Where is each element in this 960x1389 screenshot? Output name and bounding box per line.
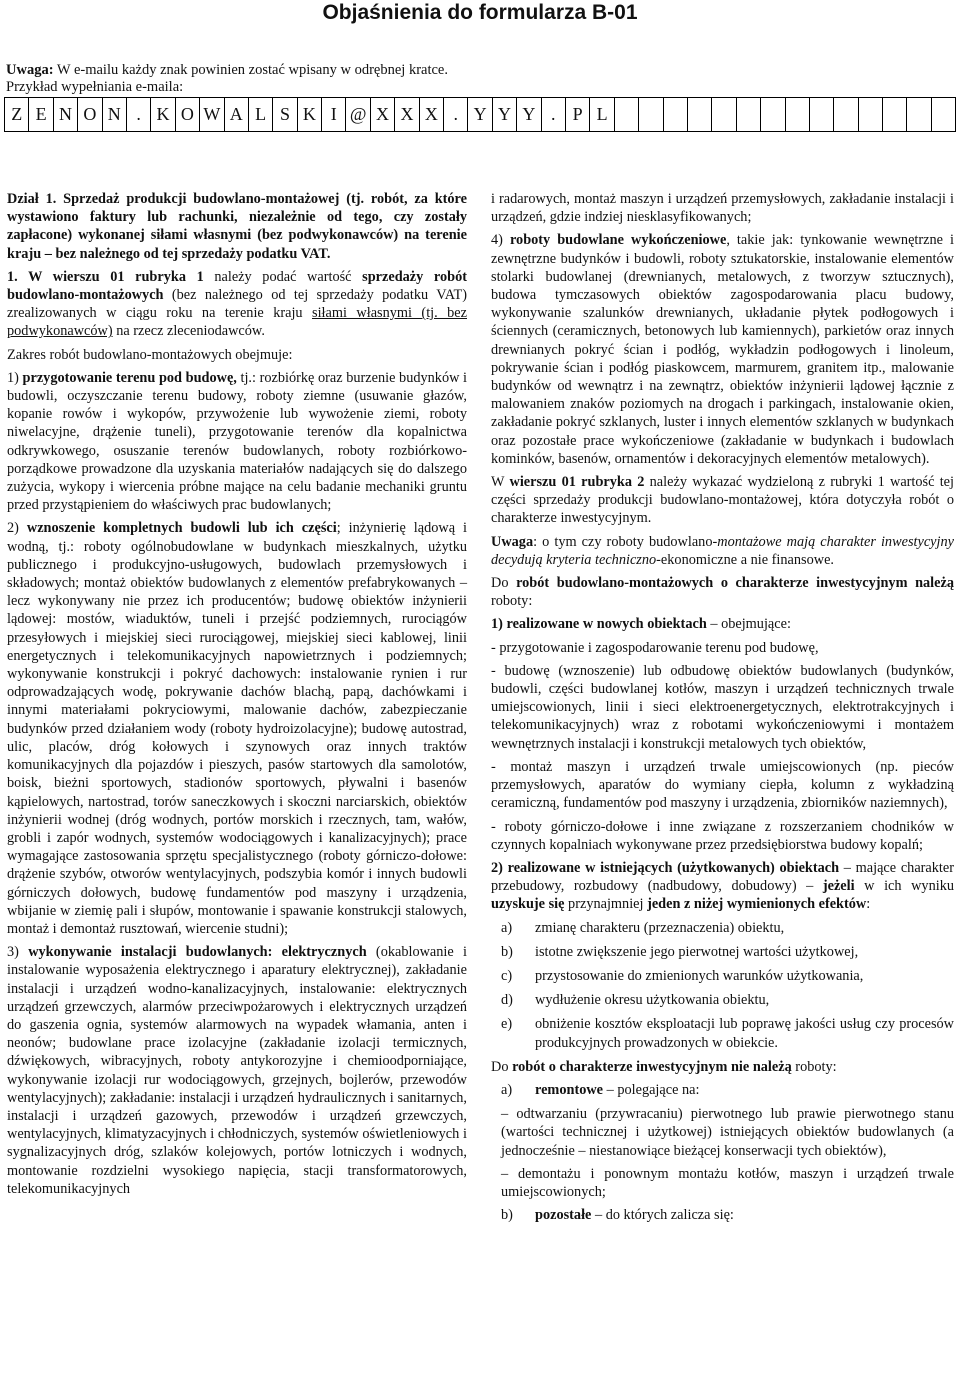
email-char-box: W: [200, 98, 224, 131]
email-char-box: [712, 98, 736, 131]
effect-item: [501, 991, 954, 1009]
item-3-continuation: i radarowych, montaż maszyn i urządzeń przemysłowych, zakładanie instalacji i urządzeń, gdzie indziej niesklasyfikowanych;: [491, 191, 954, 226]
text-run: jeżeli: [822, 878, 855, 895]
email-char-box: @: [346, 98, 370, 131]
note-paragraph: [491, 533, 954, 569]
text-run: siłami własnymi (tj. bez podwykonawców): [7, 305, 467, 340]
text-run: robót o charakterze inwestycyjnym nie należą: [512, 1058, 792, 1075]
item-text: , takie jak: tynkowanie wewnętrzne i zewnętrzne budynków i budowli, roboty sztukatorskie, instalowanie elementów stolarki budowlanej (drewnianych, metalowych, z tworzyw sztucznych), budowa tymczasowych obiektów zagospodarowania placu budowy, wykonywanie szalunków drewnianych, układanie płytek podłogowych i ściennych (ceramicznych, betonowych lub kamiennych), parkietów oraz innych drewnianych pokryć ścian i podłóg, wykładzin podłogowych i linoleum, pokrywanie ścian i podłóg piaskowcem, marmurem, granitem itp., malowanie budynków od wewnątrz i na zewnątrz, obiektów inżynierii lądowej łącznie z malowaniem znaków poziomych na drogach i parkingach, instalowanie okien, zakładanie pokryć szklanych, luster i innych elementów szklanych w budynkach oraz pozostałe prace wykończeniowe (zakładanie w budynkach i budowlach kominków, basenów, ornamentów i dekoracyjnych elementów metalowych).: [491, 232, 955, 467]
email-char-box: [737, 98, 761, 131]
scope-item-1: [7, 369, 467, 515]
email-char-box: N: [54, 98, 78, 131]
text-run: ekonomiczne a nie finansowe.: [660, 551, 835, 568]
email-char-box: O: [78, 98, 102, 131]
text-run: w ich wyniku: [854, 878, 954, 895]
effect-text: obniżenie kosztów eksploatacji lub poprawę jakości usług czy procesów produkcyjnych prowadzonych w obiekcie.: [535, 1016, 954, 1051]
item-heading: wznoszenie kompletnych budowli lub ich części: [26, 520, 337, 537]
text-run: – polegające na:: [603, 1081, 700, 1098]
email-char-box: X: [371, 98, 395, 131]
investment-works-heading: [491, 574, 954, 610]
list-marker: b): [501, 943, 513, 960]
effects-list: [491, 919, 954, 1052]
text-run: :: [866, 896, 871, 913]
list-item: - budowę (wznoszenie) lub odbudowę obiektów budowlanych (budynków, budowli, części budowlanej kotłów, maszyn i urządzeń technicznych trwale umiejscowionych, linii i sieci elektroenergetycznych, elektrotrakcyjnych i telekomunikacyjnych) wraz z robotami wykończeniowymi i montażem wewnętrznych instalacji i konstrukcji metalowych tych obiektów,: [491, 662, 954, 752]
email-char-box: [639, 98, 663, 131]
text-run: Do: [491, 575, 517, 592]
row01-col2-paragraph: [491, 473, 954, 528]
list-marker: c): [501, 967, 513, 984]
text-run: należy podać wartość: [203, 268, 363, 285]
email-char-box: Y: [493, 98, 517, 131]
new-objects-heading: [491, 615, 954, 633]
list-item: [501, 1206, 954, 1224]
email-char-box: .: [444, 98, 468, 131]
item-text: tj.: rozbiórkę oraz burzenie budynków i budowli, oczyszczanie terenu budowy, roboty ziemne (usuwanie głazów, kopanie rowów i wykopów, przywożenie lub wywożenie ziemi, roboty niwelacyjne, drążenie tuneli), przygotowanie terenów dla kopalnictwa odkrywkowego, osuszanie terenów budowlanych, roboty rozbiórkowo-porządkowe prowadzone dla uzyskania materiałów nadających się do dalszego zużycia, wykopy i wiercenia próbne mające na celu badanie mechaniki gruntu przed przystąpieniem do właściwych prac budowlanych;: [7, 369, 468, 514]
list-marker: d): [501, 992, 513, 1009]
text-run: jeden z niżej wymienionych efektów: [647, 896, 867, 913]
text-run: należy wykazać wydzieloną z rubryki 1 wartość tej części sprzedaży produkcji budowlano-montażowej, która dotyczyła robót o charakterze inwestycyjnym.: [491, 474, 955, 527]
text-run: uzyskuje się: [491, 896, 565, 913]
text-run: – obejmujące:: [706, 616, 791, 633]
email-char-box: Z: [5, 98, 29, 131]
effect-text: wydłużenie okresu użytkowania obiektu,: [535, 992, 770, 1009]
list-item: - montaż maszyn i urządzeń trwale umiejscowionych (np. pieców przemysłowych, aparatów do wymiany ciepła, kolumn z wykładziną ceramiczną, fundamentów pod maszyny i urządzenia, zbiorników naziemnych),: [491, 758, 954, 812]
section-title: Dział 1. Sprzedaż produkcji budowlano-montażowej (tj. robót, za które wystawiono faktury lub rachunki, niezależnie od tego, czy zostały zapłacone) wykonanej siłami własnymi (bez podwykonawców) na terenie kraju – bez należnego od tej sprzedaży podatku VAT.: [7, 191, 467, 262]
existing-objects-paragraph: [491, 859, 954, 914]
item-heading: roboty budowlane wykończeniowe: [509, 232, 727, 249]
row-ref: 1. W wierszu 01 rubryka 1: [7, 268, 204, 285]
item-number: 4): [491, 232, 510, 249]
list-marker: e): [501, 1016, 513, 1033]
email-char-box: [834, 98, 858, 131]
left-column: [7, 190, 467, 1203]
text-run: 2) realizowane w istniejących (użytkowanych) obiektach: [491, 859, 840, 876]
effect-text: istotne zwiększenie jego pierwotnej wartości użytkowej,: [535, 943, 859, 960]
email-char-box: .: [542, 98, 566, 131]
effect-item: [501, 967, 954, 985]
email-char-box: K: [298, 98, 322, 131]
scope-item-4: [491, 231, 954, 468]
email-char-box: [664, 98, 688, 131]
text-run: 1) realizowane w nowych obiektach: [491, 616, 707, 633]
text-run: na rzecz zleceniodawców.: [112, 323, 265, 340]
scope-item-2: [7, 519, 467, 938]
email-char-box: I: [322, 98, 346, 131]
note-text: W e-mailu każdy znak powinien zostać wpisany w odrębnej kratce.: [53, 62, 448, 78]
email-char-box: [883, 98, 907, 131]
email-char-box: E: [29, 98, 53, 131]
list-marker: a): [501, 1081, 513, 1098]
text-run: – do których zalicza się:: [591, 1207, 734, 1224]
item-heading: wykonywanie instalacji budowlanych: elektrycznych: [28, 944, 367, 961]
email-char-box: Y: [468, 98, 492, 131]
email-char-box: X: [395, 98, 419, 131]
email-char-box: A: [225, 98, 249, 131]
list-marker: b): [501, 1207, 513, 1224]
non-investment-heading: [491, 1058, 954, 1076]
email-char-box: Y: [517, 98, 541, 131]
email-char-box: L: [249, 98, 273, 131]
list-item: [501, 1081, 954, 1099]
list-item: - roboty górniczo-dołowe i inne związane z rozszerzaniem chodników w czynnych kopalniach wykonywane przez przedsiębiorstwa budowy kopalń;: [491, 818, 954, 853]
row01-col1-paragraph: [7, 268, 467, 341]
effect-text: przystosowanie do zmienionych warunków użytkowania,: [535, 967, 864, 984]
text-run: robót budowlano-montażowych o charakterze inwestycyjnym należą: [516, 575, 954, 592]
email-char-box: [688, 98, 712, 131]
note-label: Uwaga:: [6, 62, 54, 78]
note-label: Uwaga: [491, 533, 534, 550]
item-text: ; inżynierię lądową i wodną, tj.: roboty ogólnobudowlane w budynkach mieszkalnych, użytku publicznego i produkcyjno-usługowych, budowlach przemysłowych i składowych; montaż obiektów budowlanych z elementów prefabrykowanych – lecz wykonywany nie przez ich producentów; budowę obiektów inżynierii lądowej: mostów, wiaduktów, tuneli i przejść podziemnych, rurociągów przesyłowych i miejskiej sieci rurociągowej, miejskiej sieci kablowej, linii energetycznych i telekomunikacyjnych napowietrznych i podziemnych; wykonywanie konstrukcji i pokryć dachowych: instalowanie rynien i rur odprowadzających wodę, pokrywanie dachów blachą, papą, dachówkami i innymi materiałami pokryciowymi, malowanie dachów, zabezpieczanie budynków przed działaniem wody (roboty hydroizolacyjne); budowę autostrad, ulic, placów, dróg kołowych i szynowych oraz innych traktów komunikacyjnych dla pojazdów i pieszych, pasów startowych dla samolotów, boisk, bieżni sportowych, stadionów sportowych, pływalni i basenów kąpielowych, nartostrad, torów saneczkowych i skoczni narciarskich, obiektów inżynierii wodnej (dróg wodnych, portów morskich i rzecznych, tam, wałów, grobli i zapór wodnych, systemów wodociągowych i kanalizacyjnych); prace wymagające zastosowania sprzętu specjalistycznego (roboty górniczo-dołowe: drążenie szybów, otworów wentylacyjnych, podszybia komór i innych budowli górniczych dołowych, budowę fundamentów pod maszyny i urządzenia, wbijanie w ziemię pali i słupów, montowanie i spawanie konstrukcji stalowych, montaż i demontaż rusztowań, wiercenie studni);: [7, 520, 467, 937]
item-heading: przygotowanie terenu pod budowę,: [22, 369, 237, 386]
list-item: – demontażu i ponownym montażu kotłów, maszyn i urządzeń trwale umiejscowionych;: [501, 1165, 954, 1200]
text-run: : o tym czy roboty budowlano-: [533, 533, 718, 550]
effect-item: [501, 943, 954, 961]
text-run: Do: [491, 1058, 513, 1075]
email-char-box: N: [103, 98, 127, 131]
email-char-box: S: [273, 98, 297, 131]
email-char-box: X: [420, 98, 444, 131]
text-run: roboty:: [791, 1058, 837, 1075]
effect-item: [501, 1015, 954, 1051]
email-char-box: [907, 98, 931, 131]
email-char-box: [859, 98, 883, 131]
text-run: – mające charakter przebudowy, rozbudowy (nadbudowy, dobudowy) –: [491, 859, 955, 895]
scope-heading: Zakres robót budowlano-montażowych obejmuje:: [7, 346, 293, 363]
email-instructions: [6, 62, 448, 96]
text-run: roboty:: [491, 593, 533, 610]
list-item: – odtwarzaniu (przywracaniu) pierwotnego lub prawie pierwotnego stanu (wartości technicznej i użytkowej) istniejących obiektów budowlanych (a jednocześnie – niestanowiące bieżącej konserwacji tych obiektów),: [501, 1106, 954, 1159]
email-char-box: [932, 98, 956, 131]
text-run: (bez należnego od tej sprzedaży podatku VAT) zrealizowanych w ciągu roku na terenie kraju: [7, 287, 467, 322]
item-number: 3): [7, 944, 29, 961]
row-ref: wierszu 01 rubryka 2: [509, 474, 645, 491]
list-marker: a): [501, 919, 513, 936]
effect-text: zmianę charakteru (przeznaczenia) obiektu,: [535, 919, 785, 936]
text-run: montażowe mają charakter inwestycyjny decydują kryteria techniczno-: [491, 533, 954, 568]
email-char-box: [786, 98, 810, 131]
text-run: W: [491, 474, 510, 491]
right-column: [491, 190, 954, 1230]
email-char-box: [761, 98, 785, 131]
email-char-box: L: [590, 98, 614, 131]
email-char-box: .: [127, 98, 151, 131]
item-text: (okablowanie i instalowanie wyposażenia elektrycznego i aparatury elektrycznej), zakładanie instalacji i urządzeń wodno-kanalizacyjnych, instalowanie: elektrycznych urządzeń grzewczych, alarmów przeciwpożarowych i elektrycznych urządzeń do gaszenia ognia, systemów alarmowych na wypadek włamania, anten i neonów; budowlane prace izolacyjne (zakładanie izolacji termicznych, dźwiękowych, wibracyjnych, roboty antykorozyjne i chemioodporniające, wykonywanie izolacji rur wodociągowych, grzejnych, bojlerów, przewodów wentylacyjnych); zakładanie: instalacji i urządzeń hydraulicznych i sanitarnych, instalacji i urządzeń gazowych, przewodów i urządzeń grzewczych, wentylacyjnych, klimatyzacyjnych i chłodniczych, systemów oświetleniowych i sygnalizacyjnych dróg, szlaków kolejowych, portów lotniczych i wodnych, montowanie rozdzielni wysokiego napięcia, stacji transformatorowych, telekomunikacyjnych: [7, 944, 467, 1197]
email-char-box: [810, 98, 834, 131]
effect-item: [501, 919, 954, 937]
email-char-box: O: [176, 98, 200, 131]
item-number: 2): [7, 520, 27, 537]
list-item: - przygotowanie i zagospodarowanie terenu pod budowę,: [491, 639, 819, 656]
text-run: pozostałe: [535, 1207, 592, 1224]
scope-item-3: [7, 943, 467, 1198]
email-char-box: P: [566, 98, 590, 131]
example-label: Przykład wypełniania e-maila:: [6, 79, 184, 95]
text-run: remontowe: [535, 1081, 604, 1098]
item-number: 1): [7, 369, 23, 386]
email-char-box: K: [151, 98, 175, 131]
text-run: przynajmniej: [564, 896, 648, 913]
email-char-box: [615, 98, 639, 131]
text-run: sprzedaży robót budowlano-montażowych: [7, 268, 468, 304]
email-char-boxes: [4, 97, 956, 132]
page-title: Objaśnienia do formularza B-01: [322, 1, 638, 24]
